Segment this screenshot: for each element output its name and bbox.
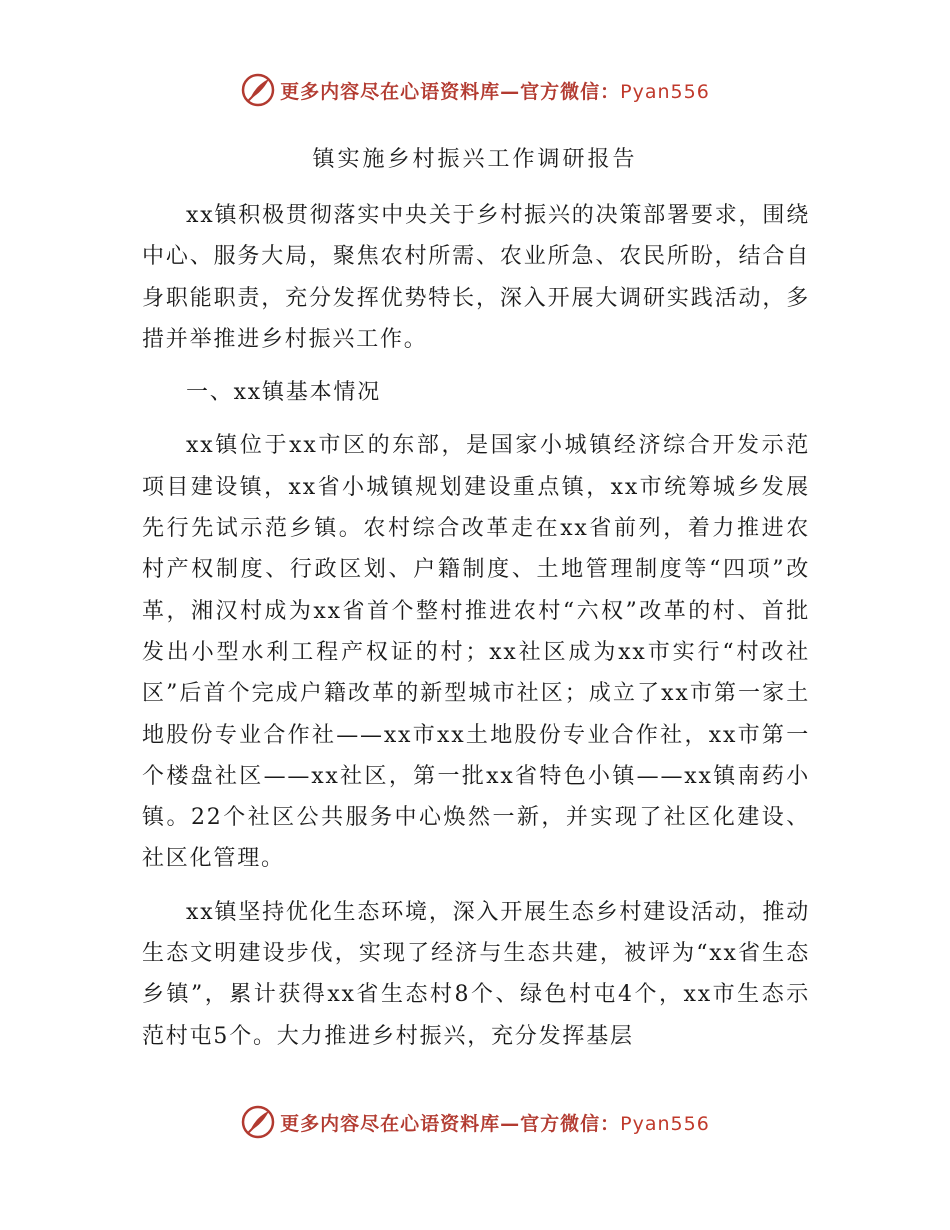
wechat-handle: Pyan556 [620, 80, 710, 103]
document-title: 镇实施乡村振兴工作调研报告 [312, 147, 638, 172]
header-banner [0, 70, 950, 110]
footer-banner [0, 1102, 950, 1142]
feather-pen-logo-icon [240, 72, 276, 108]
feather-pen-logo-icon [240, 1104, 276, 1140]
paragraph-overview: xx镇位于xx市区的东部，是国家小城镇经济综合开发示范项目建设镇，xx省小城镇规划建设重点镇，xx市统筹城乡发展先行先试示范乡镇。农村综合改革走在xx省前列，着力推进农村产权制度、行政区划、户籍制度、土地管理制度等“四项”改革，湘汉村成为xx省首个整村推进农村“六权”改革的村、首批发出小型水利工程产权证的村；xx社区成为xx市实行“村改社区”后首个完成户籍改革的新型城市社区；成立了xx市第一家土地股份专业合作社——xx市xx土地股份专业合作社，xx市第一个楼盘社区——xx社区，第一批xx省特色小镇——xx镇南药小镇。22个社区公共服务中心焕然一新，并实现了社区化建设、社区化管理。 [142, 433, 810, 872]
wechat-handle: Pyan556 [620, 1112, 710, 1135]
paragraph-intro: xx镇积极贯彻落实中央关于乡村振兴的决策部署要求，围绕中心、服务大局，聚焦农村所需、农业所急、农民所盼，结合自身职能职责，充分发挥优势特长，深入开展大调研实践活动，多措并举推进乡村振兴工作。 [142, 203, 810, 352]
section-heading: 一、xx镇基本情况 [186, 380, 382, 406]
banner-text: 更多内容尽在心语资料库—官方微信：Pyan556 [280, 80, 710, 103]
banner-text: 更多内容尽在心语资料库—官方微信：Pyan556 [280, 1112, 710, 1135]
paragraph-ecology: xx镇坚持优化生态环境，深入开展生态乡村建设活动，推动生态文明建设步伐，实现了经济与生态共建，被评为“xx省生态乡镇”，累计获得xx省生态村8个、绿色村屯4个，xx市生态示范村屯5个。大力推进乡村振兴，充分发挥基层 [142, 899, 810, 1049]
document-body [142, 195, 810, 1069]
